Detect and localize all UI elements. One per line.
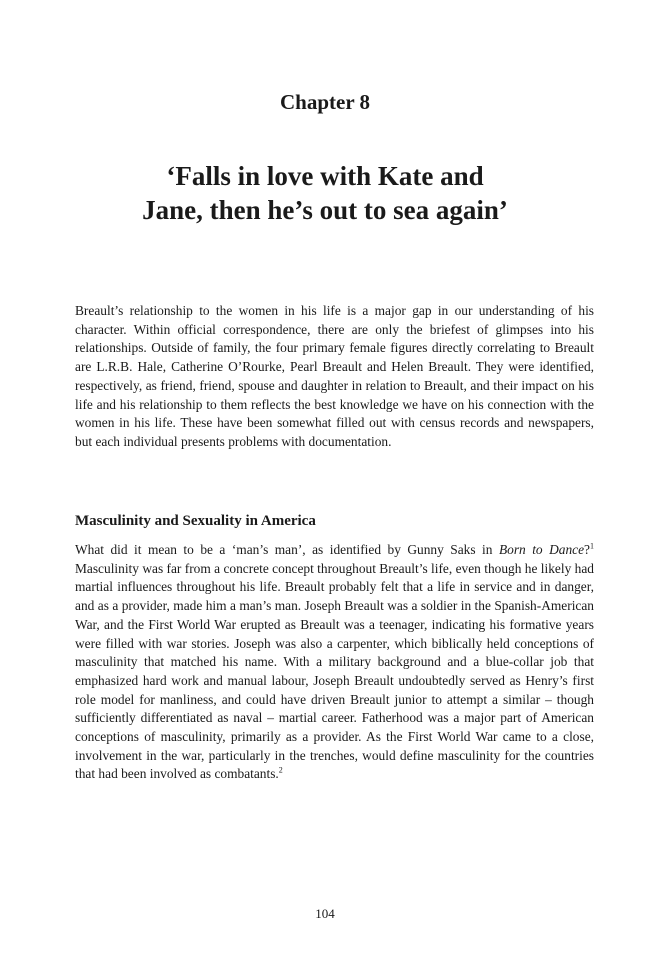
paragraph-text-middle: Masculinity was far from a concrete concept throughout Breault’s life, even though he likely had martial influences throughout his life. Breault probably felt that a life in service and in danger, and as a provider, made him a man’s man. Joseph Breault was a soldier in the Spanish-American War, and the First World War erupted as Breault was a teenager, indicating his formative years were filled with war stories. Joseph was also a carpenter, which biblically held conceptions of masculinity that matched his name. With a military background and a blue-collar job that emphasized hard work and manual labour, Joseph Breault undoubtedly served as Henry’s first role model for manliness, and could have driven Breault junior to attempt a similar – though sufficiently differentiated as naval – martial career. Fatherhood was a major part of American conceptions of masculinity, primarily as a provider. As the First World War came to a close, involvement in the war, particularly in the trenches, would define masculinity for the countries that had been involved as combatants. (75, 560, 594, 782)
page-number: 104 (315, 906, 335, 921)
intro-paragraph: Breault’s relationship to the women in his life is a major gap in our understanding of his character. Within official correspondence, there are only the briefest of glimpses into his relationships. Outside of family, the four primary female figures directly correlating to Breault are L.R.B. Hale, Catherine O’Rourke, Pearl Breault and Helen Breault. They were identified, respectively, as friend, friend, spouse and daughter in relation to Breault, and their impact on his life and his relationship to them reflects the best knowledge we have on his connection with the women in his life. These have been somewhat filled out with census records and newspapers, but each individual presents problems with documentation. (75, 303, 594, 449)
paragraph-text-start: What did it mean to be a ‘man’s man’, as identified by Gunny Saks in (75, 542, 499, 557)
chapter-label: Chapter 8 (279, 90, 371, 114)
body-paragraph (75, 541, 594, 784)
chapter-title-line-2: Jane, then he’s out to sea again’ (142, 195, 508, 225)
work-title: Born to Dance (498, 542, 585, 557)
chapter-title (0, 159, 650, 227)
section-heading: Masculinity and Sexuality in America (75, 513, 316, 529)
footnote-marker-2[interactable]: 2 (278, 765, 283, 775)
chapter-title-line-1: ‘Falls in love with Kate and (166, 161, 484, 191)
footnote-marker-1[interactable]: 1 (590, 541, 594, 551)
question-mark: ? (584, 542, 590, 557)
